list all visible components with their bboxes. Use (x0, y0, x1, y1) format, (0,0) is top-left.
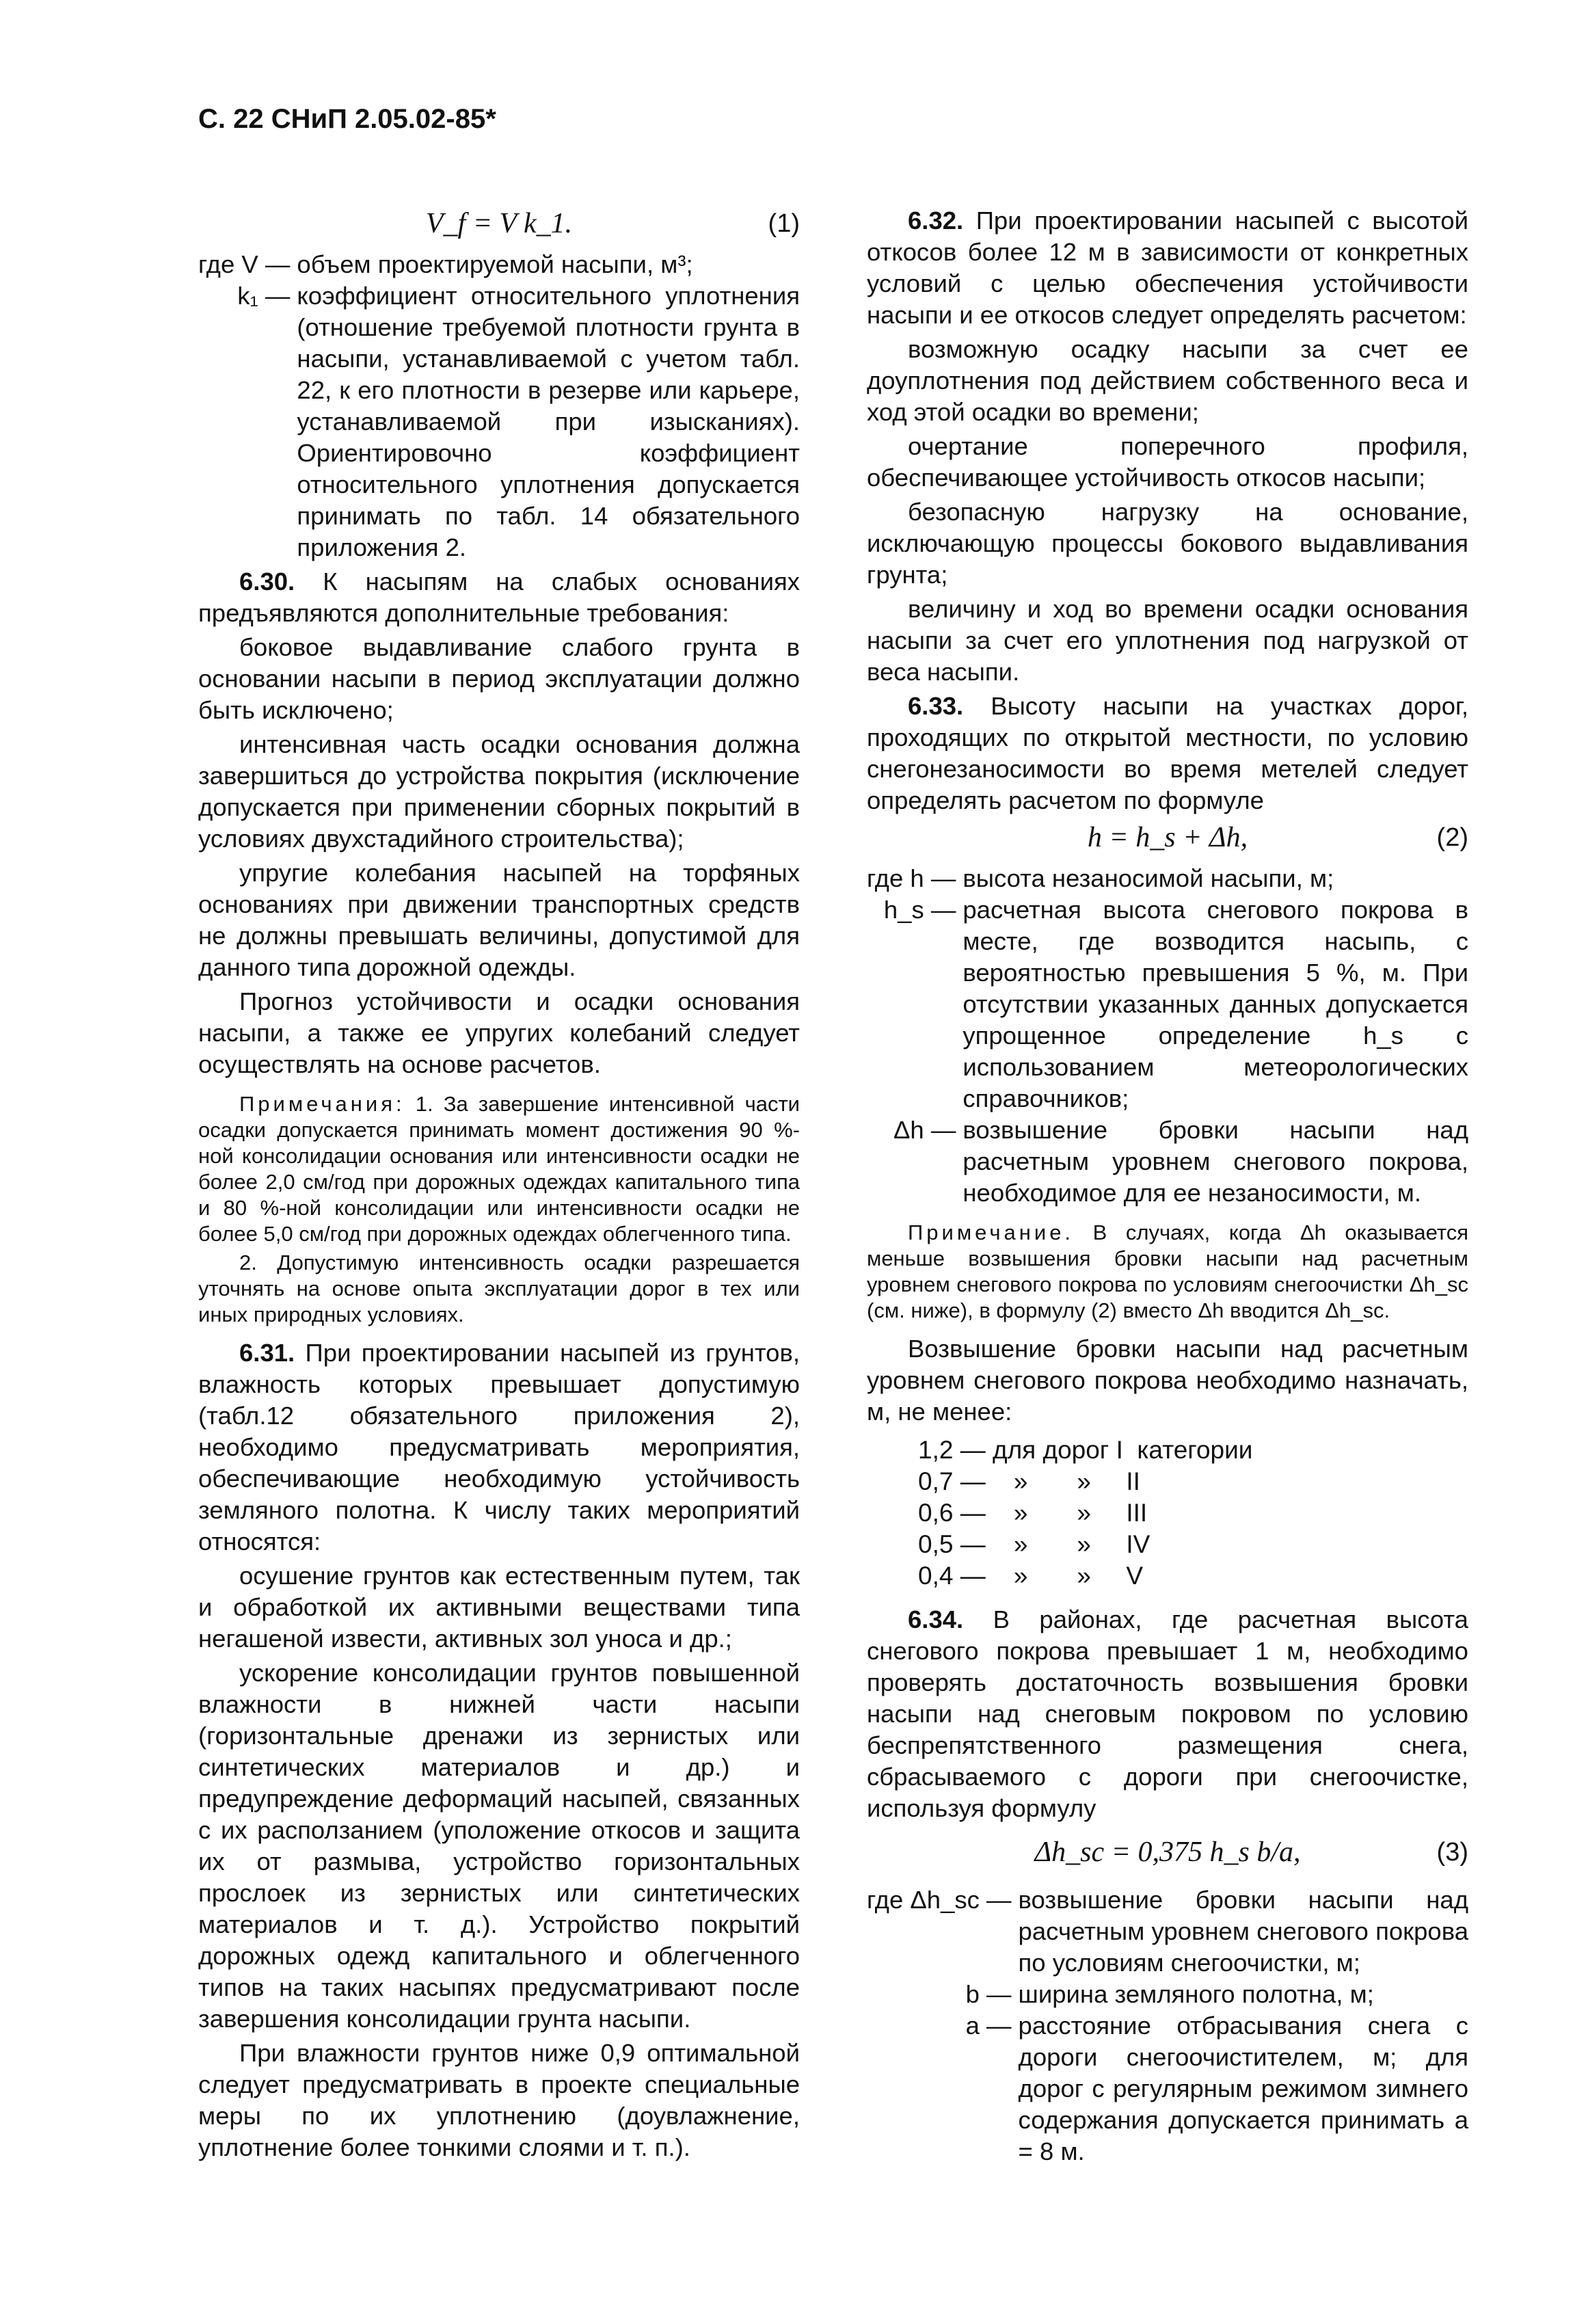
def-symbol: Δh — (893, 1116, 956, 1144)
paragraph-6-30 (198, 566, 800, 629)
page-header: С. 22 СНиП 2.05.02-85* (198, 104, 496, 134)
section-text: К насыпям на слабых основаниях предъявляются дополнительные требования: (198, 567, 800, 627)
section-text: При проектировании насыпей с высотой откосов более 12 м в зависимости от конкретных условий с целью обеспечения устойчивости насыпи и ее откосов следует определять расчетом: (867, 206, 1468, 329)
def-text: объем проектируемой насыпи, м³; (297, 250, 693, 278)
category-item: 0,7 — » » II (918, 1467, 1140, 1495)
note-label: Примечание. (908, 1220, 1075, 1244)
formula-2 (867, 819, 1468, 860)
paragraph: очертание поперечного профиля, обеспечивающее устойчивость откосов насыпи; (867, 432, 1468, 492)
def-symbol: b — (965, 1980, 1012, 2008)
section-text: Высоту насыпи на участках дорог, проходящих по открытой местности, по условию снегонезаносимости во время метелей следует определять расчетом по формуле (867, 692, 1468, 814)
note-text: 1. За завершение интенсивной части осадки допускается принимать момент достижения 90 %-ной консолидации основания или интенсивности осадки не более 2,0 см/год при дорожных одеждах капитального типа и 80 %-ной консолидации или интенсивности осадки не более 5,0 см/год при дорожных одеждах облегченного типа. (198, 1092, 800, 1246)
left-column (198, 205, 800, 2166)
paragraph-6-33 (867, 691, 1468, 816)
right-column (867, 205, 1468, 2170)
def-symbol: где V — (198, 250, 291, 278)
def-text: ширина земляного полотна, м; (1018, 1980, 1374, 2008)
paragraph: упругие колебания насыпей на торфяных основаниях при движении транспортных средств не должны превышать величины, допустимой для данного типа дорожной одежды. (198, 859, 800, 981)
category-item: 1,2 — для дорог I категории (918, 1436, 1253, 1464)
section-text: В районах, где расчетная высота снегового покрова превышает 1 м, необходимо проверять достаточность возвышения бровки насыпи над снеговым покровом по условию беспрепятственного размещения снега, сбрасываемого с дороги при снегоочистке, используя формулу (867, 1605, 1468, 1822)
section-number: 6.32. (908, 206, 964, 235)
formula-3-number: (3) (1436, 1838, 1468, 1867)
paragraph: ускорение консолидации грунтов повышенной влажности в нижней части насыпи (горизонтальные дренажи из зернистых или синтетических материалов и др.) и предупреждение деформаций насыпей, связанных с их расползанием (уположение откосов и защита их от размыва, устройство горизонтальных прослоек из зернистых или синтетических материалов и т. д.). Устройство покрытий дорожных одежд капитального и облегченного типов на таких насыпях предусматривают после завершения консолидации грунта насыпи. (198, 1659, 800, 2033)
paragraph: величину и ход во времени осадки основания насыпи за счет его уплотнения под нагрузкой от веса насыпи. (867, 595, 1468, 686)
def-text: расчетная высота снегового покрова в месте, где возводится насыпь, с вероятностью превышения 5 %, м. При отсутствии указанных данных допускается упрощенное определение h_s с использованием метеорологических справочников; (963, 896, 1468, 1112)
def-text: высота незаносимой насыпи, м; (963, 864, 1334, 892)
paragraph: При влажности грунтов ниже 0,9 оптимальной следует предусматривать в проекте специальные меры по их уплотнению (доувлажнение, уплотнение более тонкими слоями и т. п.). (198, 2039, 800, 2161)
def-symbol: где Δh_sc — (867, 1886, 1012, 1914)
section-number: 6.30. (239, 567, 295, 596)
paragraph: осушение грунтов как естественным путем, так и обработкой их активными веществами типа негашеной извести, активных зол уноса и др.; (198, 1562, 800, 1653)
formula-1-number: (1) (768, 209, 800, 238)
formula-2-number: (2) (1436, 823, 1468, 852)
section-number: 6.34. (908, 1605, 964, 1633)
def-text: коэффициент относительного уплотнения (отношение требуемой плотности грунта в насыпи, устанавливаемой с учетом табл. 22, к его плотности в резерве или карьере, устанавливаемой при изысканиях). Ориентировочно коэффициент относительного уплотнения допускается принимать по табл. 14 обязательного приложения 2. (297, 282, 800, 561)
section-number: 6.31. (239, 1339, 295, 1367)
note-2: 2. Допустимую интенсивность осадки разрешается уточнять на основе опыта эксплуатации дорог в тех или иных природных условиях. (198, 1251, 800, 1326)
formula-2-expression: h = h_s + Δh, (1087, 822, 1248, 853)
def-symbol: k₁ — (237, 282, 291, 310)
category-list (918, 1434, 1468, 1592)
formula-1-expression: V_f = V k_1. (425, 208, 573, 239)
note-1 (198, 1091, 800, 1247)
category-item: 0,5 — » » IV (918, 1530, 1150, 1558)
def-text: расстояние отбрасывания снега с дороги снегоочистителем, м; для дорог с регулярным режимом зимнего содержания допускается принимать a = 8 м. (1018, 2012, 1468, 2165)
paragraph: безопасную нагрузку на основание, исключающую процессы бокового выдавливания грунта; (867, 498, 1468, 589)
def-text: возвышение бровки насыпи над расчетным уровнем снегового покрова, необходимое для ее незаносимости, м. (963, 1116, 1468, 1207)
paragraph: Прогноз устойчивости и осадки основания насыпи, а также ее упругих колебаний следует осуществлять на основе расчетов. (198, 987, 800, 1078)
formula-3-expression: Δh_sc = 0,375 h_s b/a, (1034, 1837, 1301, 1868)
def-symbol: a — (965, 2012, 1012, 2040)
def-symbol: где h — (867, 864, 956, 892)
section-text: При проектировании насыпей из грунтов, влажность которых превышает допустимую (табл.12 обязательного приложения 2), необходимо предусматривать мероприятия, обеспечивающие необходимую устойчивость земляного полотна. К числу таких мероприятий относятся: (198, 1339, 800, 1555)
paragraph: Возвышение бровки насыпи над расчетным уровнем снегового покрова необходимо назначать, м, не менее: (867, 1335, 1468, 1426)
formula-3 (867, 1827, 1468, 1882)
def-text: возвышение бровки насыпи над расчетным уровнем снегового покрова по условиям снегоочистки, м; (1018, 1886, 1468, 1977)
paragraph-6-32 (867, 205, 1468, 331)
paragraph: возможную осадку насыпи за счет ее доуплотнения под действием собственного веса и ход этой осадки во времени; (867, 335, 1468, 426)
note-text: В случаях, когда Δh оказывается меньше возвышения бровки насыпи над расчетным уровнем снегового покрова по условиям снегоочистки Δh_sc (см. ниже), в формулу (2) вместо Δh вводится Δh_sc. (867, 1220, 1468, 1322)
formula-1 (198, 205, 800, 246)
paragraph: интенсивная часть осадки основания должна завершиться до устройства покрытия (исключение допускается при применении сборных покрытий в условиях двухстадийного строительства); (198, 730, 800, 853)
definitions-1 (198, 249, 800, 563)
paragraph: боковое выдавливание слабого грунта в основании насыпи в период эксплуатации должно быть исключено; (198, 633, 800, 724)
category-item: 0,6 — » » III (918, 1499, 1148, 1527)
paragraph-6-31 (198, 1337, 800, 1558)
definitions-3 (867, 1884, 1468, 2167)
note-block (867, 1220, 1468, 1324)
paragraph-6-34 (867, 1604, 1468, 1824)
notes-block (198, 1091, 800, 1328)
note (867, 1220, 1468, 1324)
category-item: 0,4 — » » V (918, 1562, 1144, 1590)
section-number: 6.33. (908, 692, 964, 720)
note-label: Примечания: (239, 1092, 405, 1116)
definitions-2 (867, 863, 1468, 1209)
def-symbol: h_s — (883, 896, 956, 924)
